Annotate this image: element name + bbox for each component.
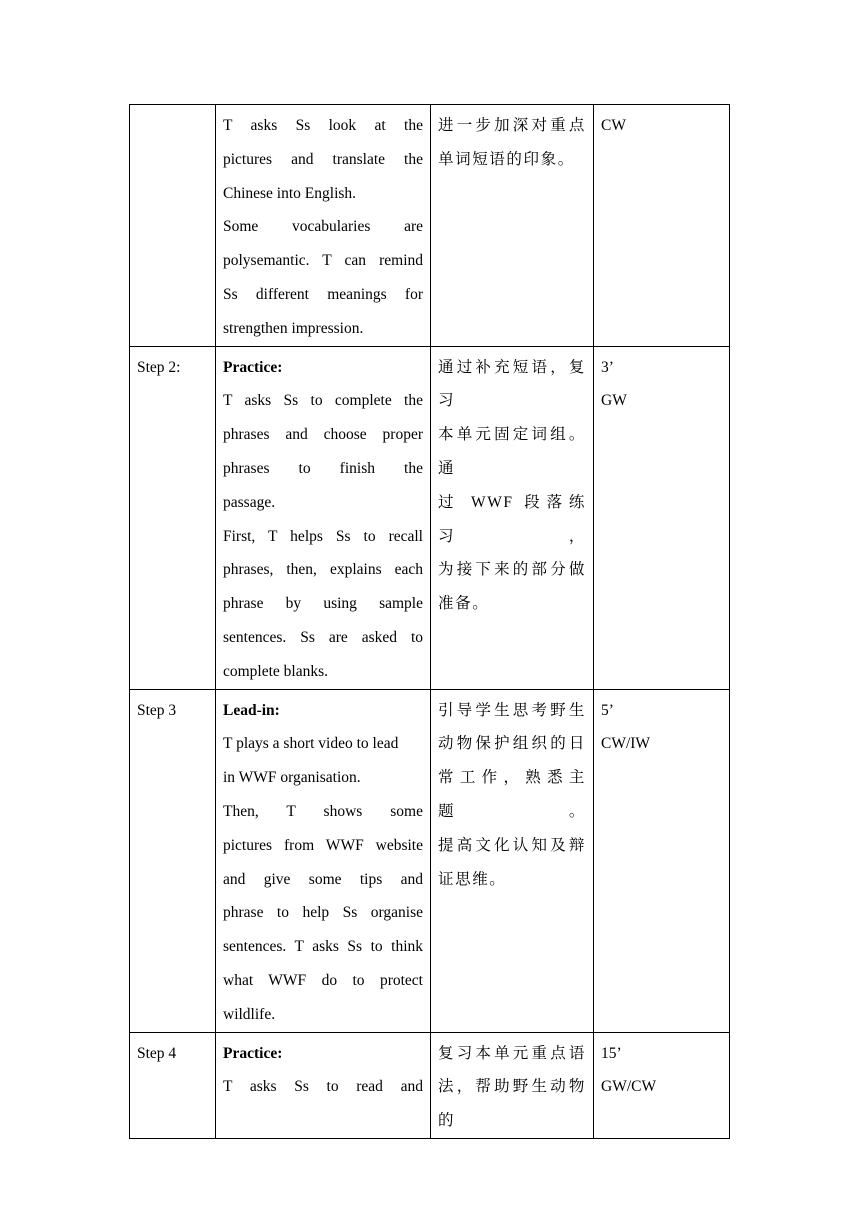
activity-line: Chinese into English. — [223, 184, 357, 202]
step-cell: Step 3 — [130, 689, 216, 1032]
purpose-cell — [431, 1032, 594, 1138]
lesson-plan-table — [129, 104, 730, 1139]
time-line: CW/IW — [601, 735, 651, 753]
purpose-cell — [431, 105, 594, 347]
activity-heading: Practice: — [223, 358, 283, 376]
purpose-line: 复习本单元重点语 — [438, 1044, 586, 1062]
activity-line: in WWF organisation. — [223, 769, 361, 787]
activity-line: Some vocabularies are — [223, 218, 423, 236]
purpose-line: 引导学生思考野生 — [438, 701, 586, 719]
purpose-cell — [431, 689, 594, 1032]
time-line: 15’ — [601, 1044, 622, 1062]
purpose-line: 常工作，熟悉主题。 — [438, 769, 586, 820]
purpose-line: 通过补充短语，复习 — [438, 358, 586, 410]
activity-line: T asks Ss to read and — [223, 1078, 423, 1096]
activity-line: pictures and translate the — [223, 150, 423, 168]
activity-line: and give some tips and — [223, 870, 423, 888]
purpose-line: 为接下来的部分做 — [438, 561, 586, 579]
step-cell: Step 2: — [130, 346, 216, 689]
purpose-line: 法，帮助野生动物的 — [438, 1078, 586, 1130]
table-row — [130, 689, 730, 1032]
time-line: GW/CW — [601, 1078, 657, 1096]
time-cell — [594, 346, 730, 689]
activity-line: phrase by using sample — [223, 595, 423, 613]
time-line: 5’ — [601, 701, 614, 719]
activity-line: T plays a short video to lead — [223, 735, 399, 753]
time-line: CW — [601, 117, 626, 134]
activity-line: strengthen impression. — [223, 319, 364, 337]
activity-cell — [216, 1032, 431, 1138]
activity-line: First, T helps Ss to recall — [223, 527, 423, 545]
table-row — [130, 105, 730, 347]
activity-line: T asks Ss look at the — [223, 117, 423, 134]
purpose-line: 证思维。 — [438, 870, 507, 888]
time-line: 3’ — [601, 358, 614, 376]
purpose-cell — [431, 346, 594, 689]
activity-heading: Lead-in: — [223, 701, 280, 719]
table-row — [130, 1032, 730, 1138]
activity-cell — [216, 105, 431, 347]
activity-line: phrases and choose proper — [223, 426, 423, 444]
activity-cell — [216, 689, 431, 1032]
activity-heading: Practice: — [223, 1044, 283, 1062]
activity-line: phrases to finish the — [223, 459, 423, 477]
step-cell: Step 4 — [130, 1032, 216, 1138]
activity-line: pictures from WWF website — [223, 836, 423, 854]
time-cell — [594, 689, 730, 1032]
activity-line: phrases, then, explains each — [223, 561, 423, 579]
purpose-line: 过 WWF 段落练习， — [438, 493, 586, 545]
purpose-line: 提高文化认知及辩 — [438, 836, 586, 854]
activity-line: Ss different meanings for — [223, 285, 423, 303]
activity-cell — [216, 346, 431, 689]
time-cell — [594, 1032, 730, 1138]
activity-line: complete blanks. — [223, 662, 329, 680]
activity-line: sentences. Ss are asked to — [223, 628, 423, 646]
time-cell — [594, 105, 730, 347]
activity-line: sentences. T asks Ss to think — [223, 938, 423, 956]
purpose-line: 准备。 — [438, 595, 490, 613]
purpose-line: 单词短语的印象。 — [438, 150, 575, 168]
activity-line: T asks Ss to complete the — [223, 392, 423, 410]
purpose-line: 本单元固定词组。通 — [438, 426, 586, 477]
purpose-line: 动物保护组织的日 — [438, 735, 586, 753]
activity-line: polysemantic. T can remind — [223, 252, 423, 270]
activity-line: Then, T shows some — [223, 802, 423, 820]
activity-line: phrase to help Ss organise — [223, 904, 423, 922]
activity-line: wildlife. — [223, 1005, 276, 1023]
activity-line: what WWF do to protect — [223, 971, 423, 989]
purpose-line: 进一步加深对重点 — [438, 117, 586, 134]
time-line: GW — [601, 392, 627, 410]
step-cell — [130, 105, 216, 347]
table-row — [130, 346, 730, 689]
activity-line: passage. — [223, 493, 276, 511]
